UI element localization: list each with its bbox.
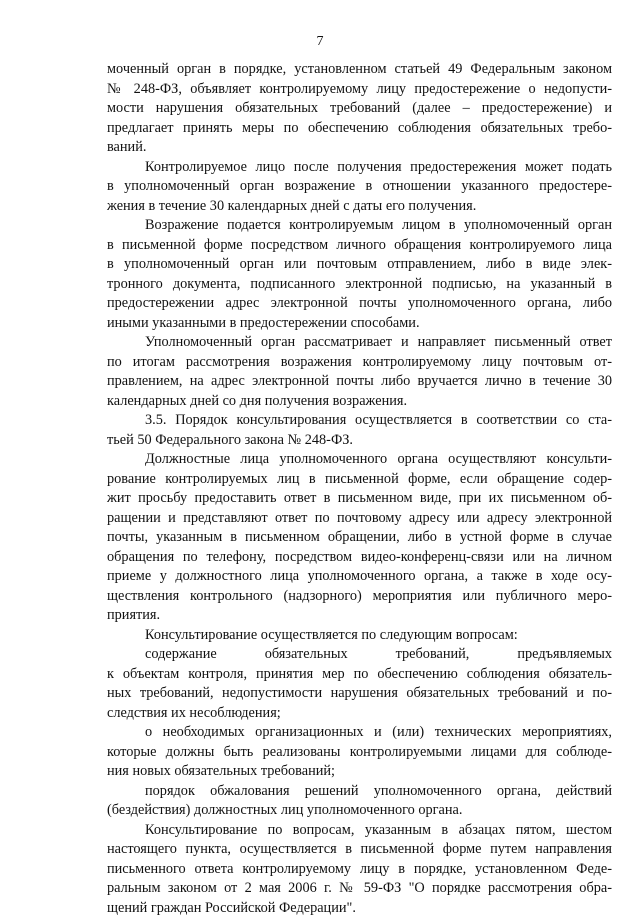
text-line: тронного документа, подписанного электронной подписью, на указанный в xyxy=(107,275,612,295)
paragraph xyxy=(107,821,612,918)
text-line: жит просьбу предоставить ответ в письменном виде, при их письменном об- xyxy=(107,489,612,509)
text-line: о необходимых организационных и (или) технических мероприятиях, xyxy=(107,723,612,743)
text-line: следствия их несоблюдения; xyxy=(107,704,612,724)
text-line: по итогам рассмотрения возражения контролируемому лицу почтовым от- xyxy=(107,353,612,373)
paragraph xyxy=(107,216,612,333)
text-line: ществления контрольного (надзорного) мероприятия или публичного меро- xyxy=(107,587,612,607)
text-line: к объектам контроля, принятия мер по обеспечению соблюдения обязатель- xyxy=(107,665,612,685)
text-line: календарных дней со дня получения возражения. xyxy=(107,392,612,412)
paragraph xyxy=(107,450,612,626)
document-body xyxy=(107,60,612,918)
paragraph xyxy=(107,158,612,217)
text-line: настоящего пункта, осуществляется в письменной форме путем направления xyxy=(107,840,612,860)
paragraph xyxy=(107,333,612,411)
text-line: 3.5. Порядок консультирования осуществляется в соответствии со ста- xyxy=(107,411,612,431)
text-line: обращения по телефону, посредством видео-конференц-связи или на личном xyxy=(107,548,612,568)
text-line: в письменной форме посредством личного обращения контролируемого лица xyxy=(107,236,612,256)
text-line: содержание обязательных требований, предъявляемых xyxy=(107,645,612,665)
text-line: жения в течение 30 календарных дней с даты его получения. xyxy=(107,197,612,217)
text-line: приятия. xyxy=(107,606,612,626)
paragraph xyxy=(107,645,612,723)
text-line: порядок обжалования решений уполномоченного органа, действий xyxy=(107,782,612,802)
text-line: тьей 50 Федерального закона № 248-ФЗ. xyxy=(107,431,612,451)
paragraph xyxy=(107,411,612,450)
text-line: Контролируемое лицо после получения предостережения может подать xyxy=(107,158,612,178)
text-line: рование контролируемых лиц в письменной форме, если обращение содер- xyxy=(107,470,612,490)
text-line: Консультирование по вопросам, указанным в абзацах пятом, шестом xyxy=(107,821,612,841)
text-line: ных требований, недопустимости нарушения обязательных требований и по- xyxy=(107,684,612,704)
paragraph xyxy=(107,782,612,821)
text-line: щений граждан Российской Федерации". xyxy=(107,899,612,918)
text-line: моченный орган в порядке, установленном статьей 49 Федеральным законом xyxy=(107,60,612,80)
text-line: (бездействия) должностных лиц уполномоченного органа. xyxy=(107,801,612,821)
text-line: правлением, на адрес электронной почты либо вручается лично в течение 30 xyxy=(107,372,612,392)
text-line: приеме у должностного лица уполномоченного органа, а также в ходе осу- xyxy=(107,567,612,587)
text-line: в уполномоченный орган возражение в отношении указанного предостере- xyxy=(107,177,612,197)
text-line: которые должны быть реализованы контролируемыми лицами для соблюде- xyxy=(107,743,612,763)
paragraph xyxy=(107,723,612,782)
text-line: ральным законом от 2 мая 2006 г. № 59-ФЗ "О порядке рассмотрения обра- xyxy=(107,879,612,899)
text-line: мости нарушения обязательных требований (далее – предостережение) и xyxy=(107,99,612,119)
paragraph xyxy=(107,626,612,646)
text-line: ваний. xyxy=(107,138,612,158)
text-line: Уполномоченный орган рассматривает и направляет письменный ответ xyxy=(107,333,612,353)
text-line: предлагает принять меры по обеспечению соблюдения обязательных требо- xyxy=(107,119,612,139)
text-line: иными указанными в предостережении способами. xyxy=(107,314,612,334)
text-line: ния новых обязательных требований; xyxy=(107,762,612,782)
paragraph xyxy=(107,60,612,158)
text-line: письменного ответа контролируемому лицу в порядке, установленном Феде- xyxy=(107,860,612,880)
text-line: Должностные лица уполномоченного органа осуществляют консульти- xyxy=(107,450,612,470)
text-line: почты, указанным в письменном обращении, либо в устной форме в случае xyxy=(107,528,612,548)
text-line: Возражение подается контролируемым лицом в уполномоченный орган xyxy=(107,216,612,236)
text-line: № 248-ФЗ, объявляет контролируемому лицу предостережение о недопусти- xyxy=(107,80,612,100)
page-number: 7 xyxy=(0,34,640,50)
text-line: в уполномоченный орган или почтовым отправлением, либо в виде элек- xyxy=(107,255,612,275)
text-line: предостережении адрес электронной почты уполномоченного органа, либо xyxy=(107,294,612,314)
text-line: ращении и представляют ответ по почтовому адресу или адресу электронной xyxy=(107,509,612,529)
text-line: Консультирование осуществляется по следующим вопросам: xyxy=(107,626,612,646)
